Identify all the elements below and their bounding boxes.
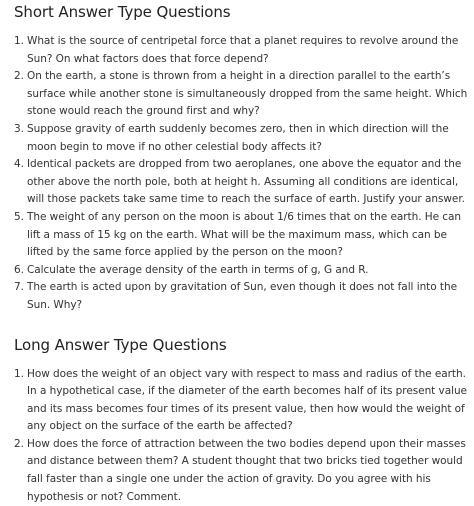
question-number: 2. <box>14 436 24 454</box>
question-text: On the earth, a stone is thrown from a height in a direction parallel to the earth’s surface while another stone is simultaneously dropped from the same height. Which stone would reach the ground first and why? <box>27 68 468 121</box>
question-number: 4. <box>14 156 24 174</box>
long-answer-heading: Long Answer Type Questions <box>14 335 468 355</box>
list-item <box>14 156 468 209</box>
question-text: Calculate the average density of the earth in terms of g, G and R. <box>27 262 468 280</box>
list-item <box>14 279 468 314</box>
list-item <box>14 366 468 436</box>
list-item <box>14 68 468 121</box>
list-item <box>14 33 468 68</box>
question-text: How does the weight of an object vary with respect to mass and radius of the earth. In a hypothetical case, if the diameter of the earth becomes half of its present value and its mass becomes four times of its present value, then how would the weight of any object on the surface of the earth be affected? <box>27 366 468 436</box>
question-number: 5. <box>14 209 24 227</box>
question-number: 6. <box>14 262 24 280</box>
question-number: 3. <box>14 121 24 139</box>
question-number: 2. <box>14 68 24 86</box>
list-item <box>14 121 468 156</box>
short-answer-list <box>14 33 468 315</box>
question-text: What is the source of centripetal force that a planet requires to revolve around the Sun? On what factors does that force depend? <box>27 33 468 68</box>
list-item <box>14 209 468 262</box>
question-text: Suppose gravity of earth suddenly becomes zero, then in which direction will the moon begin to move if no other celestial body affects it? <box>27 121 468 156</box>
short-answer-heading: Short Answer Type Questions <box>14 2 468 22</box>
list-item <box>14 262 468 280</box>
question-text: Identical packets are dropped from two aeroplanes, one above the equator and the other above the north pole, both at height h. Assuming all conditions are identical, will those packets take same time to reach the surface of earth. Justify your answer. <box>27 156 468 209</box>
question-number: 1. <box>14 33 24 51</box>
list-item <box>14 436 468 506</box>
question-text: The weight of any person on the moon is about 1/6 times that on the earth. He can lift a mass of 15 kg on the earth. What will be the maximum mass, which can be lifted by the same force applied by the person on the moon? <box>27 209 468 262</box>
question-number: 7. <box>14 279 24 297</box>
long-answer-list <box>14 366 468 506</box>
question-text: The earth is acted upon by gravitation of Sun, even though it does not fall into the Sun. Why? <box>27 279 468 314</box>
question-text: How does the force of attraction between the two bodies depend upon their masses and distance between them? A student thought that two bricks tied together would fall faster than a single one under the action of gravity. Do you agree with his hypothesis or not? Comment. <box>27 436 468 506</box>
question-number: 1. <box>14 366 24 384</box>
